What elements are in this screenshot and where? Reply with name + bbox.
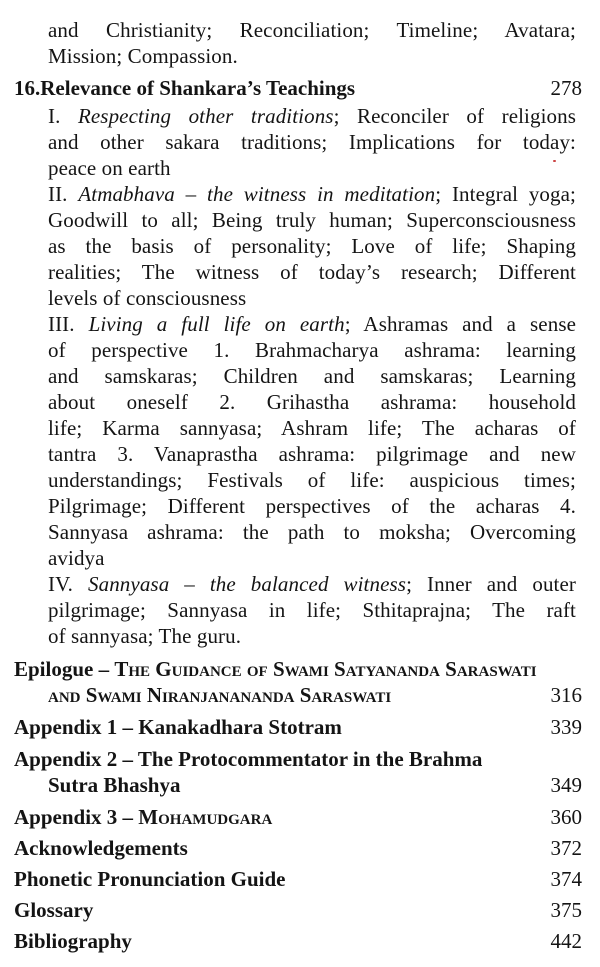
glossary-page: 375 [550, 898, 582, 922]
part-4-rest: ; Inner and outer [406, 572, 576, 596]
part-3-label: III. [48, 312, 75, 336]
ink-mark [553, 160, 556, 162]
part-3-line-7: understandings; Festivals of life: auspicious times; [48, 468, 576, 492]
toc-entry-appendix-3[interactable] [14, 804, 272, 830]
bibliography-page: 442 [550, 929, 582, 953]
part-4-line-3: of sannyasa; The guru. [48, 624, 242, 648]
epilogue-title-line-2: and Swami Niranjanananda Saraswati [48, 683, 392, 707]
toc-entry-acknowledgements[interactable]: Acknowledgements [14, 836, 188, 860]
part-3-title: Living a full life on earth [88, 312, 345, 336]
chapter-title: Relevance of Shankara’s Teachings [40, 76, 356, 100]
part-3-line-10: avidya [48, 546, 105, 570]
toc-entry-appendix-2[interactable]: Appendix 2 – The Protocommentator in the Brahma [14, 747, 483, 771]
part-2-line-5: levels of consciousness [48, 286, 247, 310]
part-3-line-4: about oneself 2. Grihastha ashrama: household [48, 390, 576, 414]
part-1-label: I. [48, 104, 61, 128]
part-3-line-1 [48, 311, 576, 337]
acknowledgements-page: 372 [550, 836, 582, 860]
part-2-rest: ; Integral yoga; [435, 182, 576, 206]
toc-entry-bibliography[interactable]: Bibliography [14, 929, 132, 953]
part-1-line-1 [48, 103, 576, 129]
part-2-label: II. [48, 182, 68, 206]
part-3-line-2: of perspective 1. Brahmacharya ashrama: learning [48, 338, 576, 362]
chapter-16-page: 278 [550, 76, 582, 100]
part-4-title: Sannyasa – the balanced witness [88, 572, 407, 596]
appendix-3-prefix: Appendix 3 – [14, 805, 139, 829]
appendix-1-page: 339 [550, 715, 582, 739]
appendix-3-title: Mohamudgara [138, 805, 273, 829]
chapter-16-heading[interactable] [14, 75, 355, 101]
continued-line-1: and Christianity; Reconciliation; Timeline; Avatara; [48, 18, 576, 42]
toc-entry-appendix-2-cont: Sutra Bhashya [48, 773, 181, 797]
part-4-line-1 [48, 571, 576, 597]
part-2-line-4: realities; The witness of today’s research; Different [48, 260, 576, 284]
toc-entry-phonetic-guide[interactable]: Phonetic Pronunciation Guide [14, 867, 286, 891]
part-2-line-3: as the basis of personality; Love of life; Shaping [48, 234, 576, 258]
part-3-line-3: and samskaras; Children and samskaras; Learning [48, 364, 576, 388]
toc-entry-glossary[interactable]: Glossary [14, 898, 94, 922]
chapter-number: 16. [14, 76, 41, 100]
part-2-line-1 [48, 181, 576, 207]
phonetic-guide-page: 374 [550, 867, 582, 891]
part-1-line-3: peace on earth [48, 156, 171, 180]
epilogue-prefix: Epilogue – [14, 657, 115, 681]
toc-entry-epilogue[interactable] [14, 656, 537, 682]
part-3-line-6: tantra 3. Vanaprastha ashrama: pilgrimage and new [48, 442, 576, 466]
epilogue-title-line-1: The Guidance of Swami Satyananda Saraswati [114, 657, 537, 681]
part-4-label: IV. [48, 572, 74, 596]
appendix-2-page: 349 [550, 773, 582, 797]
part-4-line-2: pilgrimage; Sannyasa in life; Sthitaprajna; The raft [48, 598, 576, 622]
part-2-line-2: Goodwill to all; Being truly human; Superconsciousness [48, 208, 576, 232]
part-1-line-2: and other sakara traditions; Implications for today: [48, 130, 576, 154]
epilogue-page: 316 [550, 683, 582, 707]
toc-entry-epilogue-cont [48, 682, 391, 708]
appendix-3-page: 360 [550, 805, 582, 829]
part-1-title: Respecting other traditions [77, 104, 334, 128]
part-3-line-9: Sannyasa ashrama: the path to moksha; Overcoming [48, 520, 576, 544]
part-3-rest: ; Ashramas and a sense [344, 312, 577, 336]
part-1-rest: ; Reconciler of religions [333, 104, 577, 128]
part-2-title: Atmabhava – the witness in meditation [78, 182, 436, 206]
toc-entry-appendix-1[interactable]: Appendix 1 – Kanakadhara Stotram [14, 715, 342, 739]
part-3-line-8: Pilgrimage; Different perspectives of the acharas 4. [48, 494, 576, 518]
part-3-line-5: life; Karma sannyasa; Ashram life; The acharas of [48, 416, 576, 440]
continued-line-2: Mission; Compassion. [48, 44, 238, 68]
